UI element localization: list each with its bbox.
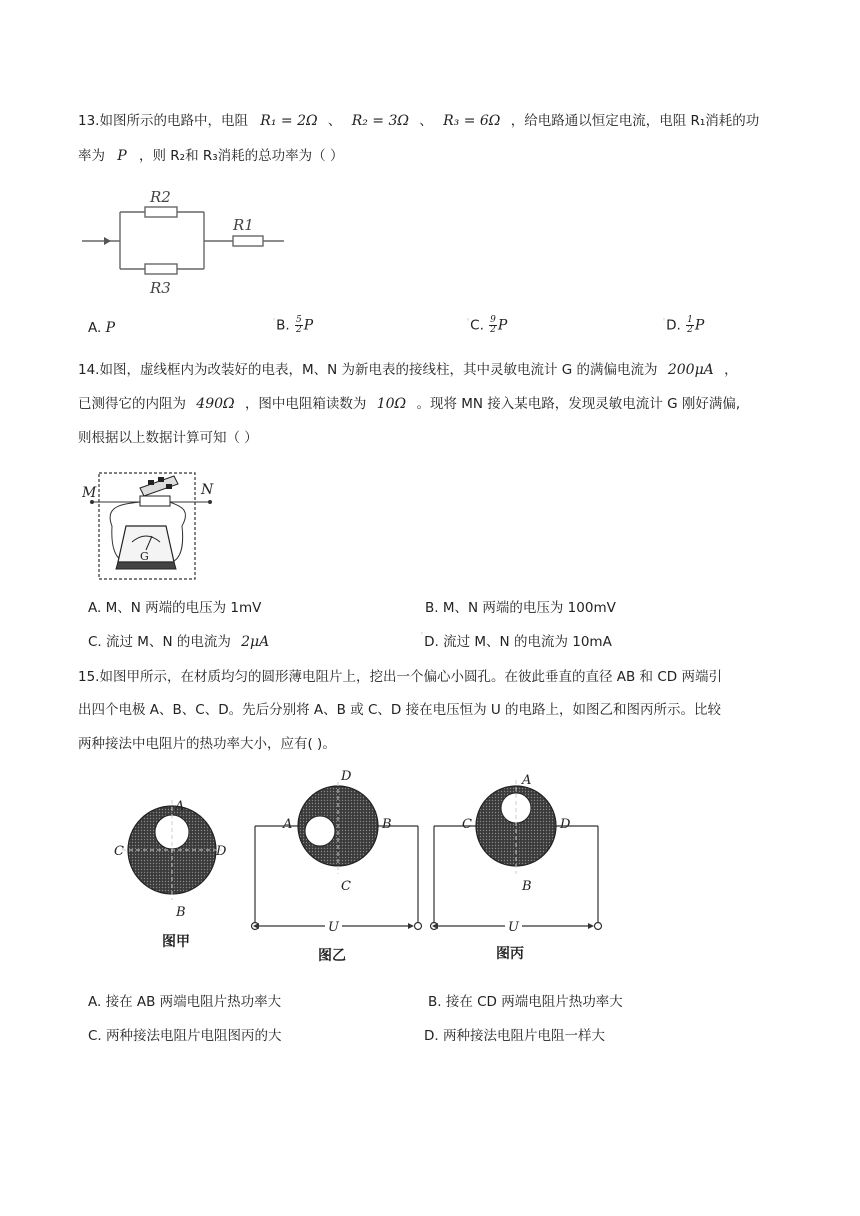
q13-separator: 、	[419, 113, 433, 129]
figure-yi	[252, 769, 422, 964]
fraction	[489, 316, 497, 335]
q14-option-d[interactable]	[420, 630, 612, 650]
q13-stem-line-1	[78, 111, 759, 131]
fraction-numerator: 9	[490, 315, 496, 325]
bullet-dot-icon: ◦	[272, 316, 277, 324]
q15-stem-line-3	[78, 734, 336, 754]
q13-option-c[interactable]	[466, 316, 507, 335]
q13-separator: 、	[327, 113, 342, 129]
label-c: C	[341, 879, 351, 894]
label-c: C	[462, 817, 472, 832]
fraction-denominator: 2	[490, 325, 496, 335]
q14-meter-figure	[82, 466, 222, 584]
q15-option-b[interactable]	[428, 990, 623, 1010]
r1-label: R1	[233, 216, 254, 234]
q14-stem-text: 已测得它的内阻为	[78, 396, 186, 412]
q13-r2-value: R₂ = 3Ω	[351, 113, 409, 129]
fraction-numerator: 5	[296, 315, 302, 325]
q15-stem-text: 两种接法中电阻片的热功率大小，应有( )。	[78, 736, 336, 752]
caption-jia: 图甲	[162, 934, 190, 950]
option-label: C.	[470, 317, 484, 334]
option-text: C. 流过 M、N 的电流为	[88, 634, 231, 650]
q13-r3-value: R₃ = 6Ω	[443, 113, 501, 129]
q14-stem-line-3	[78, 428, 258, 448]
option-value: P	[105, 320, 116, 336]
label-a: A	[522, 773, 532, 788]
q14-stem-text: ，图中电阻箱读数为	[244, 396, 367, 412]
label-b: B	[382, 817, 392, 832]
label-a: A	[175, 799, 185, 814]
option-label: D.	[666, 317, 681, 334]
label-u: U	[508, 920, 519, 935]
option-text: C. 两种接法电阻片电阻图丙的大	[88, 1028, 282, 1044]
caption-bing: 图丙	[496, 946, 524, 962]
q13-circuit-figure	[80, 185, 290, 300]
q14-stem-text: ，	[724, 362, 738, 378]
terminal-m-label: M	[82, 485, 97, 501]
option-value: P	[497, 317, 508, 334]
q13-option-d[interactable]	[662, 316, 704, 335]
q15-stem-text: 出四个电极 A、B、C、D。先后分别将 A、B 或 C、D 接在电压恒为 U 的电路上，如图乙和图丙所示。比较	[78, 702, 722, 718]
terminal-n-label: N	[201, 482, 214, 498]
q13-stem-text: ，则 R₂和 R₃消耗的总功率为（ ）	[139, 148, 344, 164]
q14-stem-line-1	[78, 360, 738, 380]
q13-option-a[interactable]	[88, 320, 115, 336]
q13-stem-text: 13.如图所示的电路中，电阻	[78, 113, 248, 129]
q13-r1-value: R₁ = 2Ω	[260, 113, 318, 129]
label-c: C	[114, 844, 124, 859]
q15-option-c[interactable]	[88, 1024, 282, 1044]
q13-stem-text: 率为	[78, 148, 105, 164]
galvanometer-g-label: G	[140, 550, 149, 563]
option-text: A. M、N 两端的电压为 1mV	[88, 600, 262, 616]
q15-stem-text: 15.如图甲所示，在材质均匀的圆形薄电阻片上，挖出一个偏心小圆孔。在彼此垂直的直径 AB 和 CD 两端引	[78, 669, 722, 685]
option-value: 2μA	[241, 634, 270, 650]
q14-option-a[interactable]	[88, 596, 261, 616]
fraction-numerator: 1	[687, 315, 693, 325]
label-u: U	[328, 920, 339, 935]
option-text: D. 流过 M、N 的电流为 10mA	[424, 634, 612, 650]
fraction	[686, 316, 694, 335]
r3-label: R3	[150, 279, 171, 297]
label-d: D	[341, 769, 352, 784]
caption-yi: 图乙	[318, 948, 346, 964]
label-d: D	[216, 844, 227, 859]
q13-stem-line-2	[78, 146, 343, 166]
label-b: B	[522, 879, 532, 894]
q13-option-b[interactable]	[272, 316, 313, 335]
q14-full-scale-current: 200μA	[667, 362, 714, 378]
option-text: D. 两种接法电阻片电阻一样大	[424, 1028, 605, 1044]
bullet-dot-icon: ◦	[466, 316, 471, 324]
q15-stem-line-1	[78, 667, 722, 687]
option-label: A.	[88, 320, 102, 336]
option-value: P	[303, 317, 314, 334]
bullet-dot-icon: ◦	[420, 630, 425, 638]
q14-internal-resistance: 490Ω	[196, 396, 235, 412]
r2-label: R2	[150, 188, 171, 206]
q14-stem-line-2	[78, 394, 740, 414]
q13-power-symbol: P	[117, 148, 127, 164]
q14-stem-text: 则根据以上数据计算可知（ ）	[78, 430, 258, 446]
q15-option-d[interactable]	[424, 1024, 605, 1044]
figure-bing	[431, 773, 602, 962]
option-text: B. 接在 CD 两端电阻片热功率大	[428, 994, 623, 1010]
option-text: A. 接在 AB 两端电阻片热功率大	[88, 994, 282, 1010]
q14-stem-text: 。现将 MN 接入某电路，发现灵敏电流计 G 刚好满偏,	[416, 396, 741, 412]
figure-jia	[114, 799, 227, 950]
option-value: P	[694, 317, 705, 334]
q15-option-a[interactable]	[88, 990, 281, 1010]
label-d: D	[560, 817, 571, 832]
option-text: B. M、N 两端的电压为 100mV	[425, 600, 616, 616]
option-label: B.	[276, 317, 290, 334]
bullet-dot-icon: ◦	[662, 316, 667, 324]
q14-box-resistance: 10Ω	[376, 396, 407, 412]
q14-stem-text: 14.如图，虚线框内为改装好的电表，M、N 为新电表的接线柱，其中灵敏电流计 G 的满偏电流为	[78, 362, 658, 378]
label-a: A	[283, 817, 293, 832]
q13-stem-text: ，给电路通以恒定电流，电阻 R₁消耗的功	[510, 113, 760, 129]
label-b: B	[176, 905, 186, 920]
q15-disc-figures	[110, 766, 610, 972]
q14-option-c[interactable]	[88, 630, 269, 650]
fraction-denominator: 2	[687, 325, 693, 335]
q15-stem-line-2	[78, 700, 721, 720]
fraction-denominator: 2	[296, 325, 302, 335]
q14-option-b[interactable]	[425, 596, 616, 616]
fraction	[295, 316, 303, 335]
